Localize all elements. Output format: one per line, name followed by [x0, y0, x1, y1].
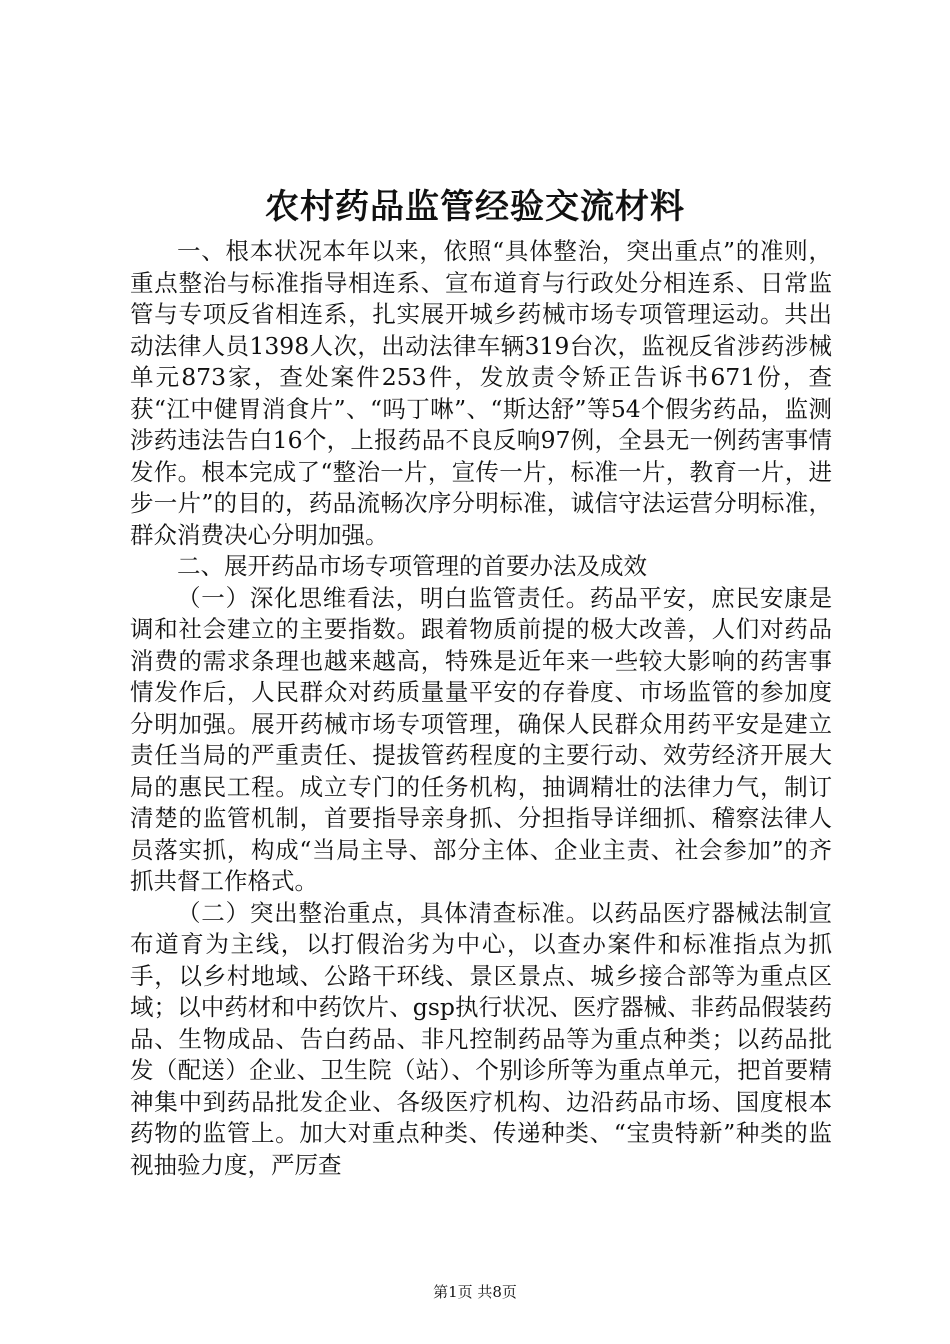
page-footer: 第1页 共8页: [433, 1283, 517, 1301]
paragraph-key-rectification: （二）突出整治重点，具体清查标准。以药品医疗器械法制宣布道育为主线，以打假治劣为中心，以查办案件和标准指点为抓手，以乡村地域、公路干环线、景区景点、城乡接合部等为重点区域；以中药材和中药饮片、gsp执行状况、医疗器械、非药品假装药品、生物成品、告白药品、非凡控制药品等为重点种类；以药品批发（配送）企业、卫生院（站）、个别诊所等为重点单元，把首要精神集中到药品批发企业、各级医疗机构、边沿药品市场、国度根本药物的监管上。加大对重点种类、传递种类、“宝贵特新”种类的监视抽验力度，严厉查: [130, 898, 832, 1179]
document-body: [130, 236, 832, 1181]
document-title: 农村药品监管经验交流材料: [265, 187, 685, 227]
paragraph-basic-situation: 一、根本状况本年以来，依照“具体整治，突出重点”的准则，重点整治与标准指导相连系、宣布道育与行政处分相连系、日常监管与专项反省相连系，扎实展开城乡药械市场专项管理运动。共出动法律人员1398人次，出动法律车辆319台次，监视反省涉药涉械单元873家，查处案件253件，发放责令矫正告诉书671份，查获“江中健胃消食片”、“吗丁啉”、“斯达舒”等54个假劣药品，监测涉药违法告白16个，上报药品不良反响97例，全县无一例药害事情发作。根本完成了“整治一片，宣传一片，标准一片，教育一片，进步一片”的目的，药品流畅次序分明标准，诚信守法运营分明标准，群众消费决心分明加强。: [130, 237, 832, 549]
section-heading-measures: 二、展开药品市场专项管理的首要办法及成效: [177, 552, 647, 580]
paragraph-awareness: （一）深化思维看法，明白监管责任。药品平安，庶民安康是调和社会建立的主要指数。跟着物质前提的极大改善，人们对药品消费的需求条理也越来越高，特殊是近年来一些较大影响的药害事情发作后，人民群众对药质量量平安的存眷度、市场监管的参加度分明加强。展开药械市场专项管理，确保人民群众用药平安是建立责任当局的严重责任、提拔管药程度的主要行动、效劳经济开展大局的惠民工程。成立专门的任务机构，抽调精壮的法律力气，制订清楚的监管机制，首要指导亲身抓、分担指导详细抓、稽察法律人员落实抓，构成“当局主导、部分主体、企业主责、社会参加”的齐抓共督工作格式。: [130, 583, 832, 895]
